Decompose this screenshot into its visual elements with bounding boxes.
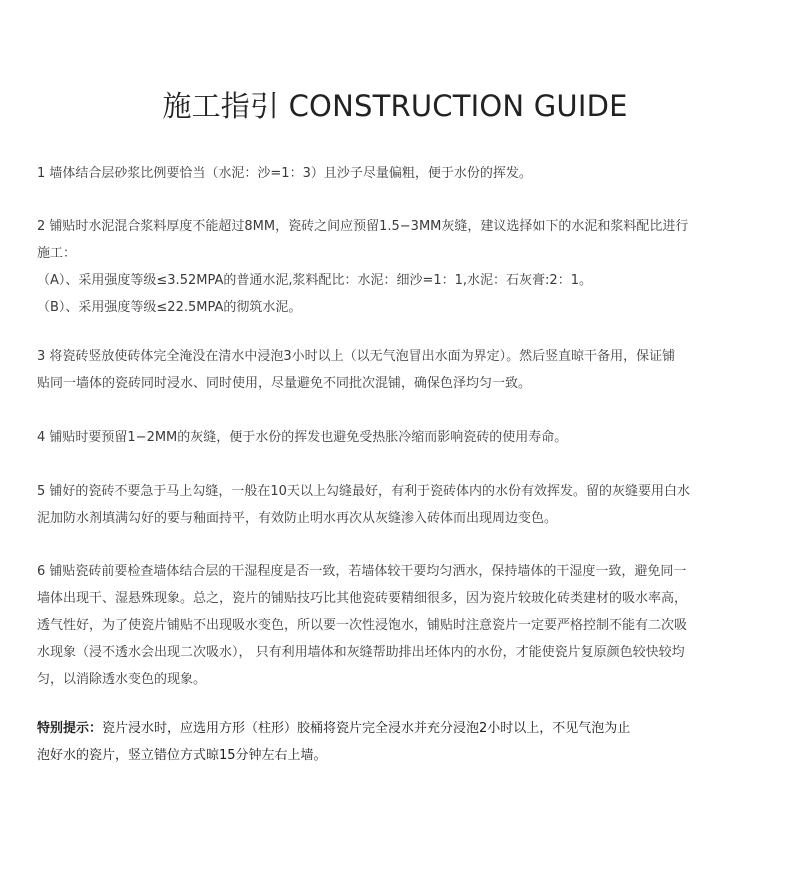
page-title: 施工指引 CONSTRUCTION GUIDE <box>162 89 628 123</box>
step-6-line: 墙体出现干、湿悬殊现象。总之，瓷片的铺贴技巧比其他瓷砖要精细很多，因为瓷片较玻化砖类建材的吸水率高， <box>37 591 688 606</box>
step-4 <box>37 424 567 451</box>
step-3 <box>37 343 675 397</box>
step-3-line: 贴同一墙体的瓷砖同时浸水、同时使用，尽量避免不同批次混铺，确保色泽均匀一致。 <box>37 376 532 391</box>
step-3-line: 3 将瓷砖竖放使砖体完全淹没在清水中浸泡3小时以上（以无气泡冒出水面为界定）。然后竖直晾干备用，保证铺 <box>37 349 676 364</box>
step-5 <box>37 478 690 532</box>
step-6-line: 水现象（浸不透水会出现二次吸水）， 只有利用墙体和灰缝帮助排出坯体内的水份，才能使瓷片复原颜色较快较均 <box>37 645 685 660</box>
step-2-option-a: （A）、采用强度等级≤3.52MPA的普通水泥,浆料配比：水泥：细沙=1：1,水泥：石灰膏:2：1。 <box>37 273 592 288</box>
step-2-option-b: （B）、采用强度等级≤22.5MPA的彻筑水泥。 <box>37 300 302 315</box>
special-note-label: 特别提示： <box>37 721 103 736</box>
step-2-line: 2 铺贴时水泥混合浆料厚度不能超过8MM，瓷砖之间应预留1.5−3MM灰缝，建议选择如下的水泥和浆料配比进行 <box>37 219 689 234</box>
step-5-line: 泥加防水剂填满勾好的要与釉面持平，有效防止明水再次从灰缝渗入砖体而出现周边变色。 <box>37 511 558 526</box>
step-6-line: 匀，以消除透水变色的现象。 <box>37 672 207 687</box>
step-4-line: 4 铺贴时要预留1−2MM的灰缝，便于水份的挥发也避免受热胀冷缩而影响瓷砖的使用寿命。 <box>37 430 568 445</box>
step-2-line: 施工： <box>37 246 77 261</box>
step-6-line: 6 铺贴瓷砖前要检查墙体结合层的干湿程度是否一致，若墙体较干要均匀洒水，保持墙体的干湿度一致，避免同一 <box>37 564 687 579</box>
step-6 <box>37 558 687 693</box>
step-2 <box>37 213 688 321</box>
step-5-line: 5 铺好的瓷砖不要急于马上勾缝，一般在10天以上勾缝最好，有利于瓷砖体内的水份有效挥发。留的灰缝要用白水 <box>37 484 690 499</box>
step-1-line: 1 墙体结合层砂浆比例要恰当（水泥：沙=1：3）且沙子尽量偏粗，便于水份的挥发。 <box>37 166 532 181</box>
step-1 <box>37 160 532 187</box>
special-note-text: 瓷片浸水时，应选用方形（柱形）胶桶将瓷片完全浸水并充分浸泡2小时以上，不见气泡为止 <box>102 721 631 736</box>
step-6-line: 透气性好，为了使瓷片铺贴不出现吸水变色，所以要一次性浸饱水，铺贴时注意瓷片一定要严格控制不能有二次吸 <box>37 618 688 633</box>
special-note-line-2: 泡好水的瓷片，竖立错位方式晾15分钟左右上墙。 <box>37 748 327 763</box>
special-note-line-1 <box>37 715 630 742</box>
special-note <box>37 715 630 769</box>
